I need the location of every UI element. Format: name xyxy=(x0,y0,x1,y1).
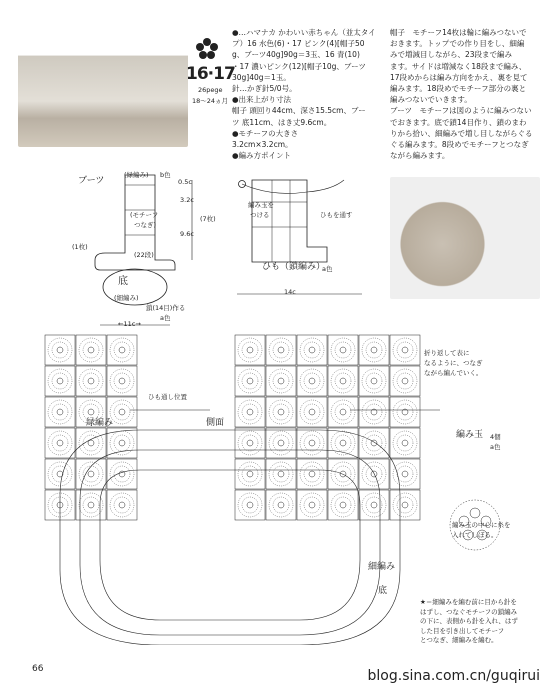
motif-square xyxy=(328,366,358,396)
motif-square xyxy=(45,428,75,458)
dim-32: 3.2c xyxy=(180,196,194,204)
knit-ball-label: 編み玉 xyxy=(456,430,484,440)
knit-ball-a-color: a色 xyxy=(490,443,501,451)
flower-icon xyxy=(196,38,218,60)
text-line: ●編み方ポイント xyxy=(232,151,292,161)
motif-square xyxy=(76,366,106,396)
motif-square xyxy=(390,366,420,396)
motif-square xyxy=(235,459,265,489)
text-line: ●…ハマナカ かわいい赤ちゃん（並太タイ xyxy=(232,28,376,37)
motif-square xyxy=(297,428,327,458)
star-note-line: とつなぎ、細編みを編む。 xyxy=(420,636,498,644)
text-line: でおきます。底で鎖14目作り、鎖のまわ xyxy=(390,117,527,127)
motif-square xyxy=(328,397,358,427)
age-range: 18～24ヵ月 xyxy=(192,97,229,105)
motif-square xyxy=(107,490,137,520)
boots-width: ←11c→ xyxy=(118,320,141,328)
text-line: ぐる編みます。8段めでモチーフとつなぎ xyxy=(390,140,529,150)
motif-square xyxy=(359,428,389,458)
page-number: 66 xyxy=(32,664,44,674)
motif-square xyxy=(45,459,75,489)
motif-square xyxy=(390,490,420,520)
motif-square xyxy=(45,335,75,365)
text-line: 3.2cm×3.2cm。 xyxy=(232,140,293,150)
boots-b-color: b色 xyxy=(160,171,171,179)
text-line: g、ブーツ40g]90g＝3玉、16 青(10) xyxy=(232,50,360,60)
motif-square xyxy=(235,335,265,365)
motif-square xyxy=(76,335,106,365)
text-line: 帽子 頭回り44cm、深さ15.5cm、ブー xyxy=(232,106,366,116)
instructions-text xyxy=(390,27,548,161)
motif-square xyxy=(297,335,327,365)
motif-square xyxy=(45,397,75,427)
motif-square xyxy=(390,335,420,365)
motif-square xyxy=(328,335,358,365)
text-line: 編みつないでいきます。 xyxy=(390,95,472,105)
motif-square xyxy=(76,428,106,458)
star-note xyxy=(420,598,518,646)
ball-note-line: 入れてしぼる。 xyxy=(452,531,498,539)
motif-square xyxy=(328,490,358,520)
text-line: ・17 濃いピンク(12)[帽子10g、ブーツ xyxy=(232,61,366,71)
sujiami-label: 緑編み xyxy=(86,418,114,428)
materials-text xyxy=(232,27,384,161)
text-line: 帽子 モチーフ14枚は輪に編みつないで xyxy=(390,28,527,37)
string-a-color: a色 xyxy=(322,265,333,273)
motif-square xyxy=(297,490,327,520)
size-label: 16·17 xyxy=(186,64,235,84)
motif-square xyxy=(76,459,106,489)
motif-square xyxy=(266,428,296,458)
string-position-label: ひも通し位置 xyxy=(148,393,187,401)
through-note: ひもを通す xyxy=(320,211,353,219)
sole-a-color: a色 xyxy=(160,314,171,322)
text-line: おきます。トップでの作り目をし、細編 xyxy=(390,39,525,49)
sole-chart-label: 底 xyxy=(378,586,388,596)
rows-22: (22段) xyxy=(134,251,154,259)
motif-square xyxy=(390,428,420,458)
text-line: ながら編みます。 xyxy=(390,151,450,161)
dim-96: 9.6c xyxy=(180,230,194,238)
fold-note xyxy=(424,348,483,378)
text-line: ●出来上がり寸法 xyxy=(232,95,292,105)
motif-join-2: つなぎ) xyxy=(134,221,157,229)
hosoami-label: 細編み xyxy=(368,562,396,572)
ball-note-line: 編み玉の中心に糸を xyxy=(452,521,511,529)
text-line: ●モチーフの大きさ xyxy=(232,128,299,138)
sole-label: 底 xyxy=(118,276,128,287)
motif-square xyxy=(235,428,265,458)
text-line: 30g]40g＝1玉。 xyxy=(232,72,291,82)
motif-square xyxy=(235,397,265,427)
motif-square xyxy=(45,366,75,396)
string-diagram xyxy=(232,172,372,302)
star-note-line: はずし、つなぐモチーフの鎖編み xyxy=(420,607,518,616)
dim-05: 0.5c xyxy=(178,178,192,186)
motif-square xyxy=(390,459,420,489)
motif-square xyxy=(359,397,389,427)
fold-note-line: ながら編んでいく。 xyxy=(424,369,483,377)
motif-square xyxy=(266,459,296,489)
motif-square xyxy=(359,490,389,520)
motif-square xyxy=(76,490,106,520)
motif-square xyxy=(328,428,358,458)
star-note-line: した目を引き出してモチーフ xyxy=(420,626,505,635)
motif-square xyxy=(297,397,327,427)
text-line: 針…かぎ針5/0号。 xyxy=(232,84,297,94)
text-line: プ）16 水色(6)・17 ピンク(4)[帽子50 xyxy=(232,39,365,49)
motif-join: (モチーフ xyxy=(130,211,159,219)
boots-sujiami: (緑編み) xyxy=(124,171,149,179)
text-line: 編みます。18段めでモチーフ部分の裏と xyxy=(390,84,527,94)
string-length: 14c xyxy=(284,288,296,296)
motif-square xyxy=(390,397,420,427)
ball-note xyxy=(452,520,511,540)
source-url: blog.sina.com.cn/guqirui xyxy=(367,668,540,684)
boots-photo xyxy=(390,177,540,299)
motif-square xyxy=(359,335,389,365)
text-line: ブーツ モチーフは図のように編みつない xyxy=(390,106,532,116)
side-label: 側面 xyxy=(206,418,225,428)
motif-square xyxy=(266,366,296,396)
motif-square xyxy=(235,366,265,396)
motif-square xyxy=(266,397,296,427)
motif-square xyxy=(107,335,137,365)
text-line: ツ 底11cm、はき丈9.6cm。 xyxy=(232,117,332,127)
text-line: ます。サイドは増減なく18段まで編み、 xyxy=(390,61,527,71)
motif-square xyxy=(266,335,296,365)
attach-note: つける xyxy=(250,211,270,219)
chain-note: 鎖(14目)作る xyxy=(146,304,186,312)
string-title: ひも（鎖編み） xyxy=(262,262,326,272)
motif-square xyxy=(359,366,389,396)
motif-square xyxy=(297,366,327,396)
sole-sub: (細編み) xyxy=(114,294,139,302)
knit-ball-count: 4個 xyxy=(490,433,501,441)
text-line: 17段めからは編み方向をかえ、裏を見て xyxy=(390,72,528,82)
text-line: りから拾い、細編みで増し目しながらぐる xyxy=(390,128,533,138)
page-ref: 26pege xyxy=(198,86,223,94)
fold-note-line: 折り返して表に xyxy=(424,349,470,357)
star-note-line: ★＝細編みを編む前に目から針を xyxy=(420,598,517,606)
knit-ball-note: 編み玉を xyxy=(248,201,274,209)
star-note-line: の下に、表側から針を入れ、はず xyxy=(420,617,518,625)
motif-square xyxy=(297,459,327,489)
hat-photo xyxy=(18,32,188,147)
one-motif: (1枚) xyxy=(72,243,88,251)
boots-title: ブーツ xyxy=(78,176,105,186)
text-line: みで増減目しながら、23段まで編み xyxy=(390,50,513,60)
fold-note-line: なるように、つなぎ xyxy=(424,359,483,367)
motif-square xyxy=(107,459,137,489)
motif-square xyxy=(107,366,137,396)
motif-square xyxy=(266,490,296,520)
motif-square xyxy=(235,490,265,520)
motif-count: (7枚) xyxy=(200,215,216,223)
